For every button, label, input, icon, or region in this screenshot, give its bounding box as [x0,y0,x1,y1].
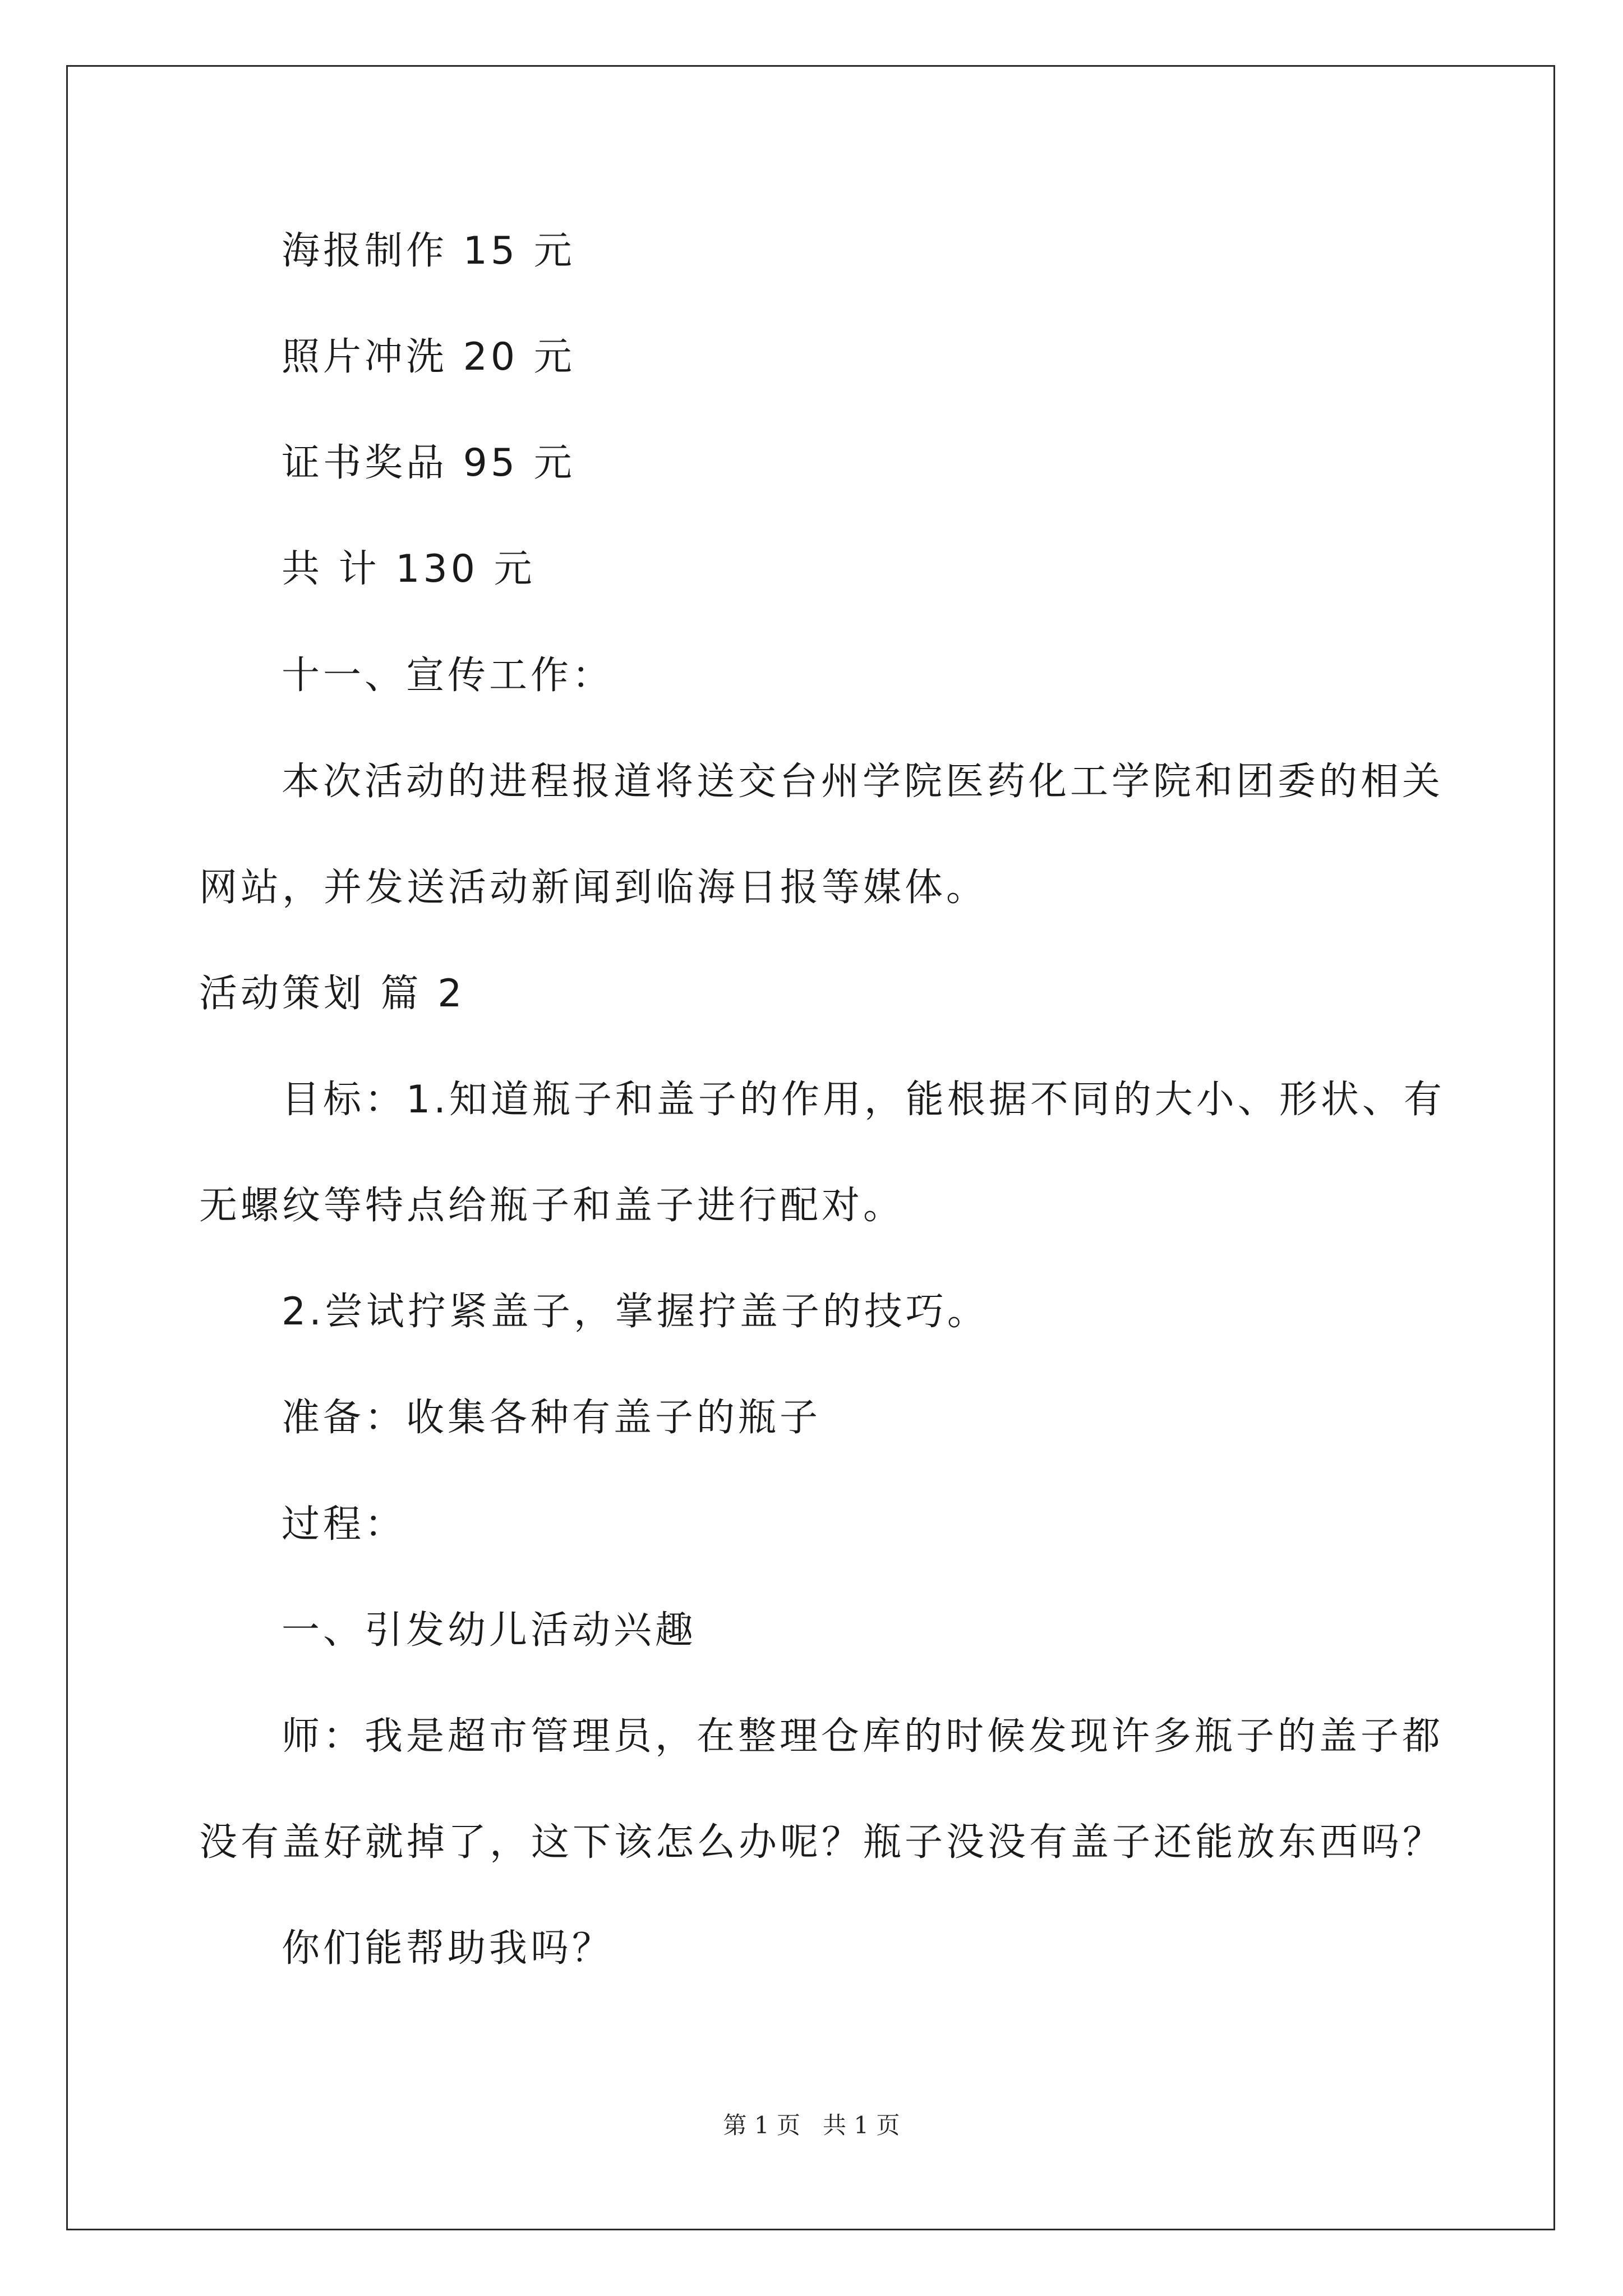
page-number-footer: 第 1 页 共 1 页 [723,2111,900,2139]
teacher-dialogue-line-2: 没有盖好就掉了，这下该怎么办呢？瓶子没没有盖子还能放东西吗？ [199,1820,1445,1865]
goal-item-2: 2.尝试拧紧盖子，掌握拧盖子的技巧。 [282,1290,989,1334]
teacher-dialogue-line-3: 你们能帮助我吗？ [282,1926,614,1971]
page-border [66,65,1555,2230]
budget-item-photo: 照片冲洗 20 元 [282,335,575,379]
goal-paragraph-line-1: 目标：1.知道瓶子和盖子的作用，能根据不同的大小、形状、有 [282,1078,1445,1122]
preparation-line: 准备：收集各种有盖子的瓶子 [282,1396,822,1440]
budget-item-certificate: 证书奖品 95 元 [282,441,575,485]
goal-paragraph-line-2: 无螺纹等特点给瓶子和盖子进行配对。 [199,1184,905,1228]
article-title: 活动策划 篇 2 [199,972,465,1016]
publicity-paragraph-line-1: 本次活动的进程报道将送交台州学院医药化工学院和团委的相关 [282,760,1444,804]
publicity-paragraph-line-2: 网站，并发送活动新闻到临海日报等媒体。 [199,866,988,910]
process-heading: 过程： [282,1502,407,1547]
step-1-heading: 一、引发幼儿活动兴趣 [282,1608,697,1653]
budget-item-poster: 海报制作 15 元 [282,229,575,273]
budget-total: 共 计 130 元 [282,547,536,591]
teacher-dialogue-line-1: 师：我是超市管理员，在整理仓库的时候发现许多瓶子的盖子都 [282,1714,1444,1759]
section-heading-publicity: 十一、宣传工作： [282,654,614,698]
